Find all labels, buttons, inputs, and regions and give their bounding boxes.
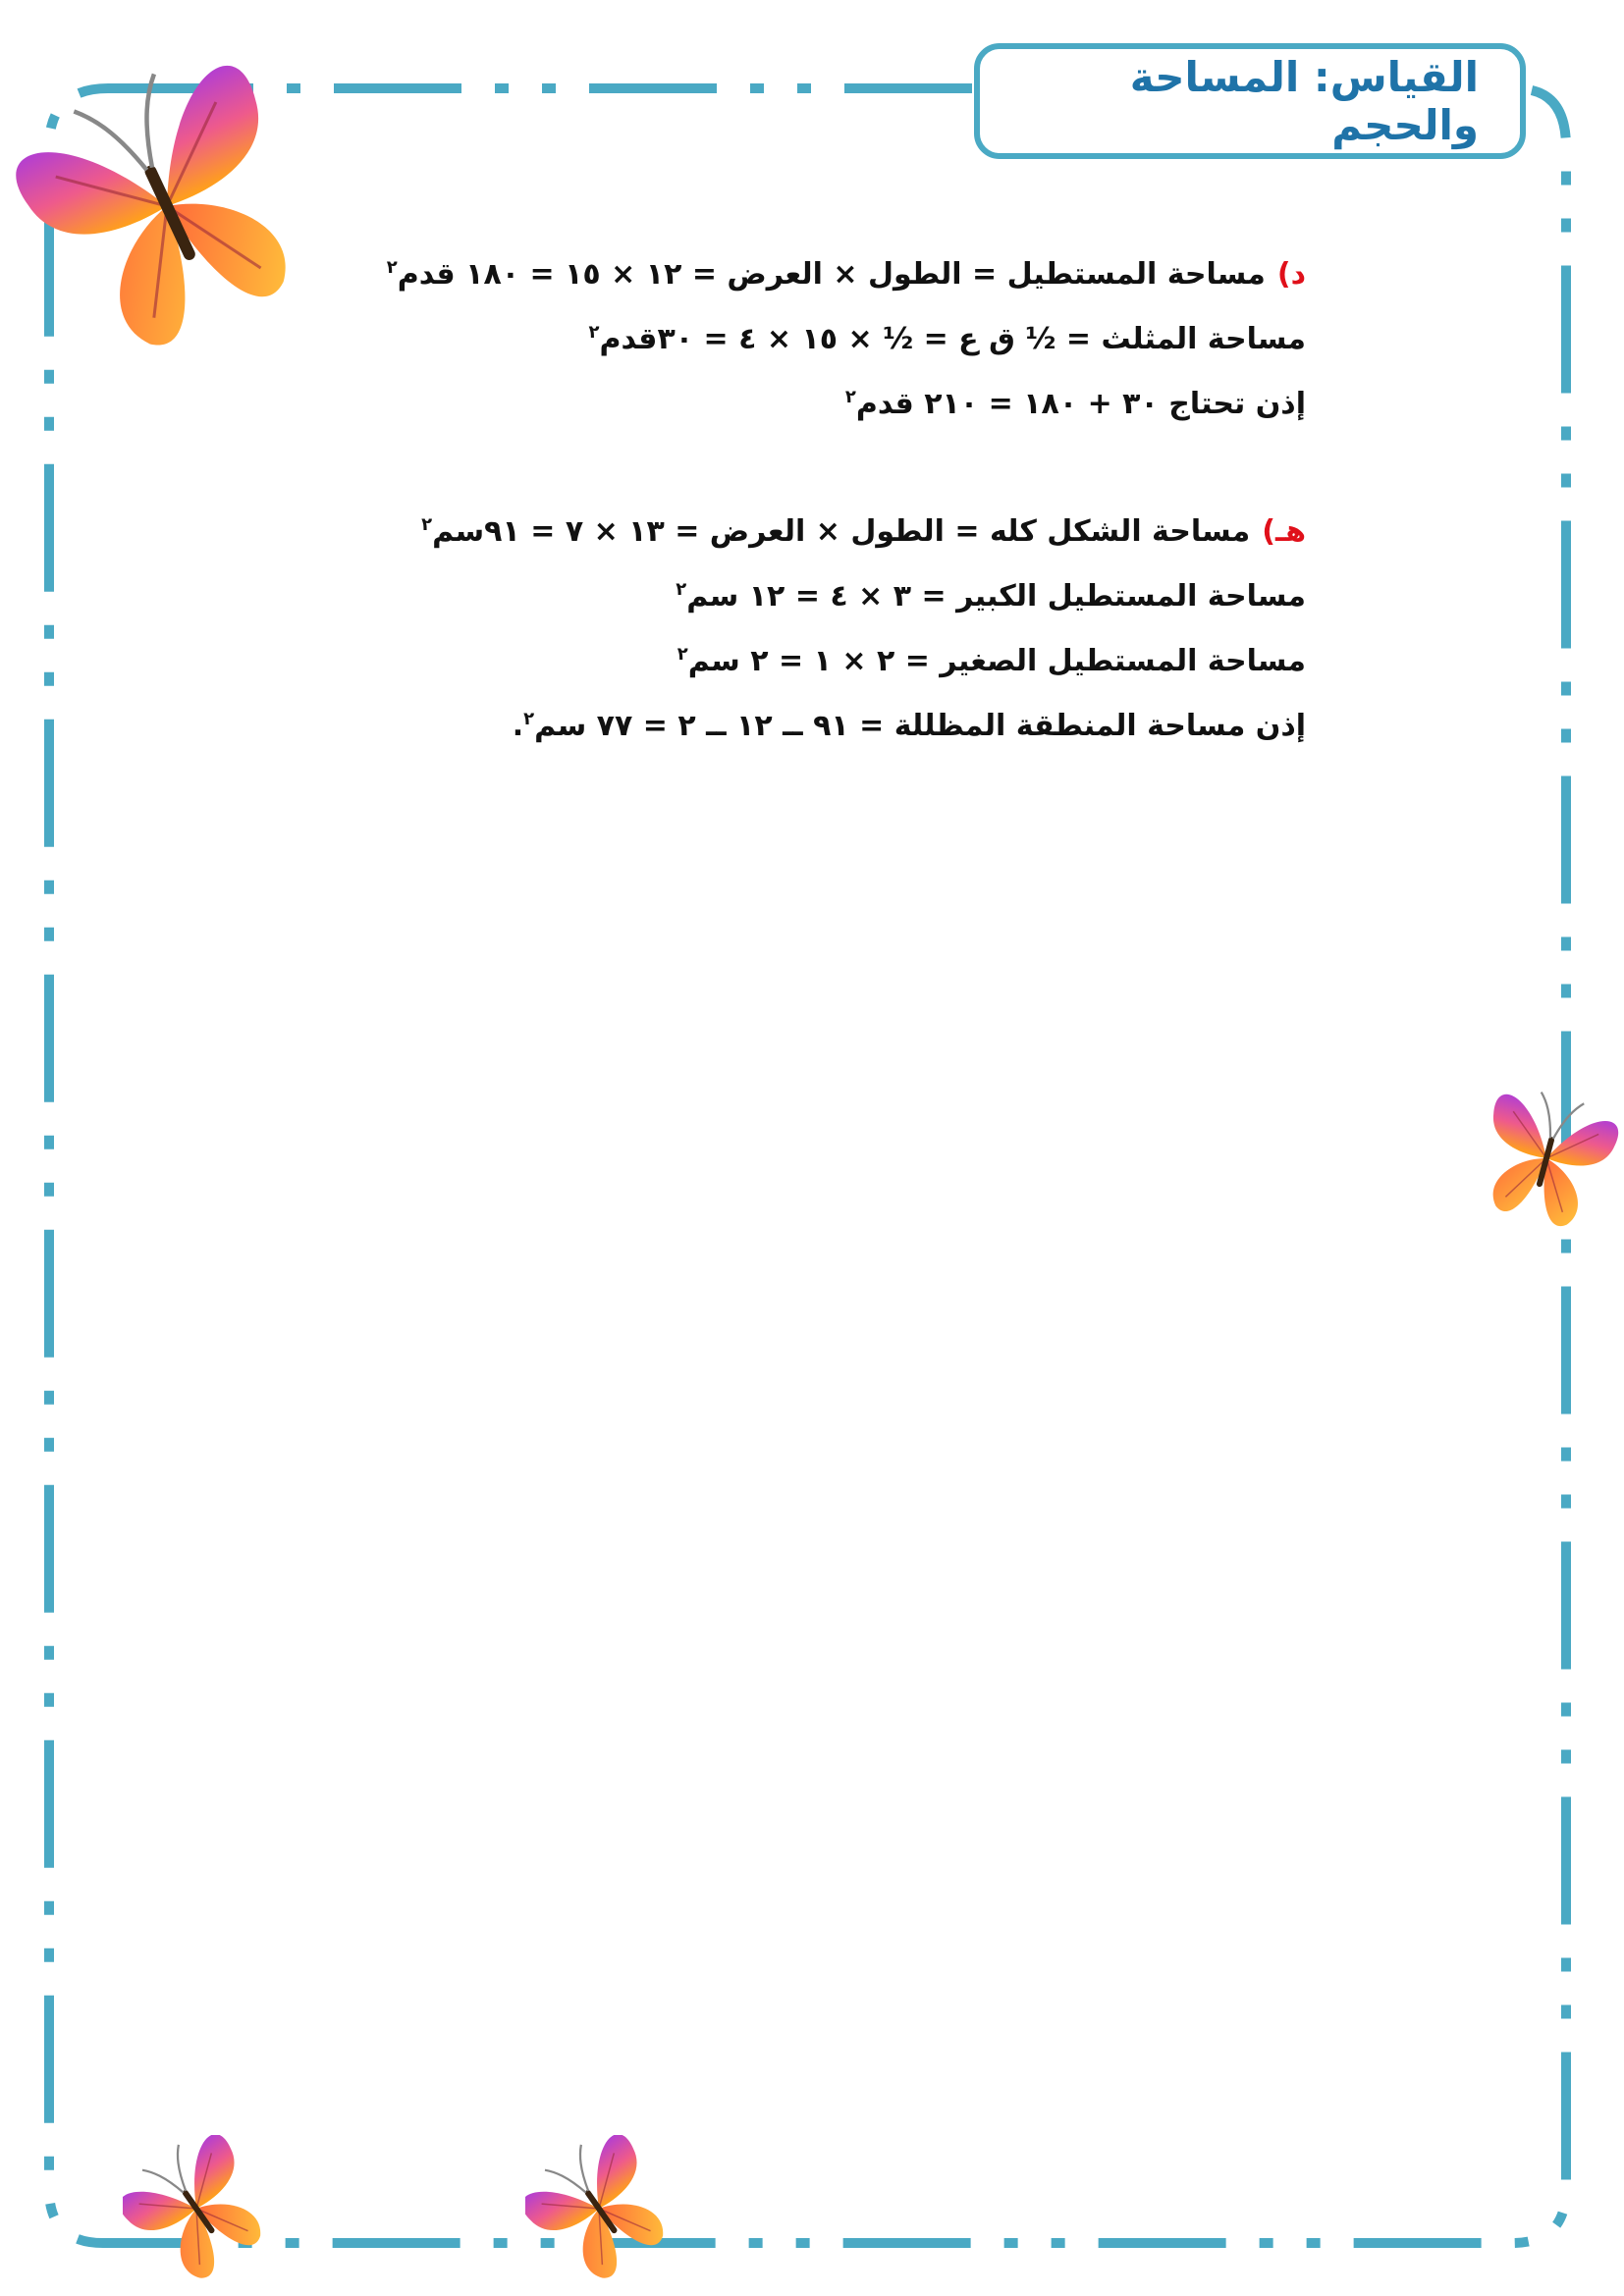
section-d-text-1: مساحة المستطيل = الطول × العرض = ١٢ × ١٥ = ١٨٠ قدم xyxy=(397,257,1266,292)
worksheet-content xyxy=(226,236,1306,752)
section-d-line-1 xyxy=(226,236,1306,300)
page-title: القياس: المساحة والحجم xyxy=(1129,53,1479,149)
section-h-text-3: مساحة المستطيل الصغير = ٢ × ١ = ٢ سم xyxy=(687,644,1306,678)
section-d-line-3 xyxy=(226,365,1306,430)
period: . xyxy=(512,709,524,743)
section-h-marker: هـ) xyxy=(1262,514,1306,549)
section-h-line-2 xyxy=(226,558,1306,622)
superscript: ٢ xyxy=(844,387,856,407)
superscript: ٢ xyxy=(677,644,688,665)
superscript: ٢ xyxy=(588,322,600,343)
section-h-line-4 xyxy=(226,687,1306,752)
section-h-line-1 xyxy=(226,493,1306,558)
section-d-text-3: إذن تحتاج ٣٠ + ١٨٠ = ٢١٠ قدم xyxy=(855,387,1306,421)
superscript: ٢ xyxy=(386,257,398,278)
section-h-text-2: مساحة المستطيل الكبير = ٣ × ٤ = ١٢ سم xyxy=(686,579,1306,614)
section-h-text-1: مساحة الشكل كله = الطول × العرض = ١٣ × ٧ = ٩١سم xyxy=(432,514,1251,549)
section-d-text-2: مساحة المثلث = ½ ق ع = ½ × ١٥ × ٤ = ٣٠قدم xyxy=(599,322,1306,356)
section-h-text-4: إذن مساحة المنطقة المظللة = ٩١ ــ ١٢ ــ ٢ = ٧٧ سم xyxy=(534,709,1306,743)
superscript: ٢ xyxy=(676,579,687,600)
butterfly-icon xyxy=(525,2135,673,2282)
superscript: ٢ xyxy=(421,514,433,535)
section-d-marker: د) xyxy=(1276,257,1306,292)
butterfly-icon xyxy=(1473,1065,1620,1252)
butterfly-icon xyxy=(10,59,324,353)
superscript: ٢ xyxy=(523,709,535,729)
section-d-line-2 xyxy=(226,300,1306,365)
title-box xyxy=(974,43,1526,159)
section-h-line-3 xyxy=(226,622,1306,687)
butterfly-icon xyxy=(123,2135,270,2282)
